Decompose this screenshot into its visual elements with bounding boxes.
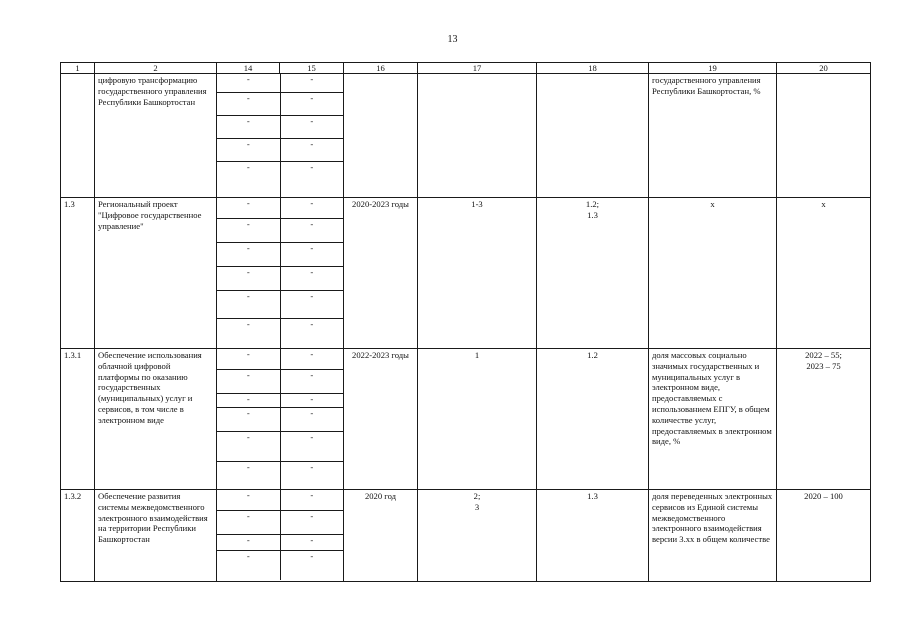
sub-cell: -	[280, 407, 343, 431]
sub-cell: -	[217, 550, 280, 580]
task-ref	[418, 74, 537, 198]
indicator-value: х	[777, 198, 871, 349]
sub-cell: -	[217, 510, 280, 534]
sub-cell: -	[217, 393, 280, 407]
sub-cell: -	[217, 490, 280, 510]
sub-cell: -	[280, 550, 343, 580]
sub-cell: -	[280, 266, 343, 290]
column-header: 15	[280, 63, 344, 74]
indicator-name: доля массовых социально значимых государственных и муниципальных услуг в электронном виде, предоставляемых с использованием ЕПГУ, в общем количестве услуг, предоставляемых в электронном виде, %	[649, 349, 777, 490]
row-number: 1.3.2	[61, 490, 95, 582]
period: 2020-2023 годы	[344, 198, 418, 349]
row-name: Обеспечение использования облачной цифровой платформы по оказанию государственных (муниципальных) услуг и сервисов, в том числе в электронном виде	[95, 349, 217, 490]
sub-cell: -	[280, 74, 343, 92]
sub-cell: -	[217, 266, 280, 290]
period	[344, 74, 418, 198]
sub-cell: -	[280, 510, 343, 534]
sub-cell: -	[280, 92, 343, 115]
task-ref: 1	[418, 349, 537, 490]
indicator-name: государственного управления Республики Башкортостан, %	[649, 74, 777, 198]
indicator-value: 2022 – 55; 2023 – 75	[777, 349, 871, 490]
column-header: 17	[418, 63, 537, 74]
sub-cell: -	[280, 242, 343, 266]
sub-cell: -	[217, 115, 280, 138]
row-number: 1.3.1	[61, 349, 95, 490]
indicator-ref: 1.2	[537, 349, 649, 490]
funding-subcells	[217, 198, 344, 349]
sub-cell: -	[217, 431, 280, 461]
sub-cell: -	[217, 318, 280, 348]
sub-cell: -	[217, 461, 280, 489]
column-header: 14	[217, 63, 280, 74]
table-row	[61, 490, 871, 582]
sub-cell: -	[217, 92, 280, 115]
sub-cell: -	[280, 290, 343, 318]
sub-cell: -	[280, 218, 343, 242]
sub-cell: -	[280, 198, 343, 218]
sub-cell: -	[217, 369, 280, 393]
column-header: 1	[61, 63, 95, 74]
column-header-row	[61, 63, 871, 74]
sub-cell: -	[217, 407, 280, 431]
indicator-name: доля переведенных электронных сервисов из Единой системы межведомственного электронного взаимодействия версии 3.хх в общем количестве	[649, 490, 777, 582]
task-ref: 2; 3	[418, 490, 537, 582]
row-number: 1.3	[61, 198, 95, 349]
column-header: 2	[95, 63, 217, 74]
sub-cell: -	[280, 115, 343, 138]
column-header: 20	[777, 63, 871, 74]
program-table	[60, 62, 871, 582]
indicator-name: х	[649, 198, 777, 349]
row-name: Обеспечение развития системы межведомственного электронного взаимодействия на территории Республики Башкортостан	[95, 490, 217, 582]
table-row	[61, 198, 871, 349]
column-header: 16	[344, 63, 418, 74]
row-name: цифровую трансформацию государственного управления Республики Башкортостан	[95, 74, 217, 198]
indicator-value	[777, 74, 871, 198]
sub-cell: -	[280, 431, 343, 461]
sub-cell: -	[217, 349, 280, 369]
sub-cell: -	[280, 369, 343, 393]
sub-cell: -	[217, 218, 280, 242]
sub-cell: -	[217, 534, 280, 550]
period: 2020 год	[344, 490, 418, 582]
sub-cell: -	[280, 138, 343, 161]
indicator-ref: 1.3	[537, 490, 649, 582]
sub-cell: -	[217, 290, 280, 318]
funding-subcells	[217, 349, 344, 490]
indicator-ref	[537, 74, 649, 198]
sub-cell: -	[217, 161, 280, 197]
sub-cell: -	[280, 393, 343, 407]
table-row	[61, 74, 871, 198]
table-row	[61, 349, 871, 490]
period: 2022-2023 годы	[344, 349, 418, 490]
task-ref: 1-3	[418, 198, 537, 349]
indicator-value: 2020 – 100	[777, 490, 871, 582]
sub-cell: -	[280, 161, 343, 197]
sub-cell: -	[217, 242, 280, 266]
sub-cell: -	[217, 138, 280, 161]
sub-cell: -	[217, 74, 280, 92]
row-name: Региональный проект "Цифровое государственное управление"	[95, 198, 217, 349]
column-header: 19	[649, 63, 777, 74]
sub-cell: -	[280, 534, 343, 550]
sub-cell: -	[280, 318, 343, 348]
page-number: 13	[447, 34, 458, 45]
sub-cell: -	[217, 198, 280, 218]
sub-cell: -	[280, 490, 343, 510]
funding-subcells	[217, 490, 344, 582]
funding-subcells	[217, 74, 344, 198]
sub-cell: -	[280, 349, 343, 369]
column-header: 18	[537, 63, 649, 74]
indicator-ref: 1.2; 1.3	[537, 198, 649, 349]
sub-cell: -	[280, 461, 343, 489]
row-number	[61, 74, 95, 198]
